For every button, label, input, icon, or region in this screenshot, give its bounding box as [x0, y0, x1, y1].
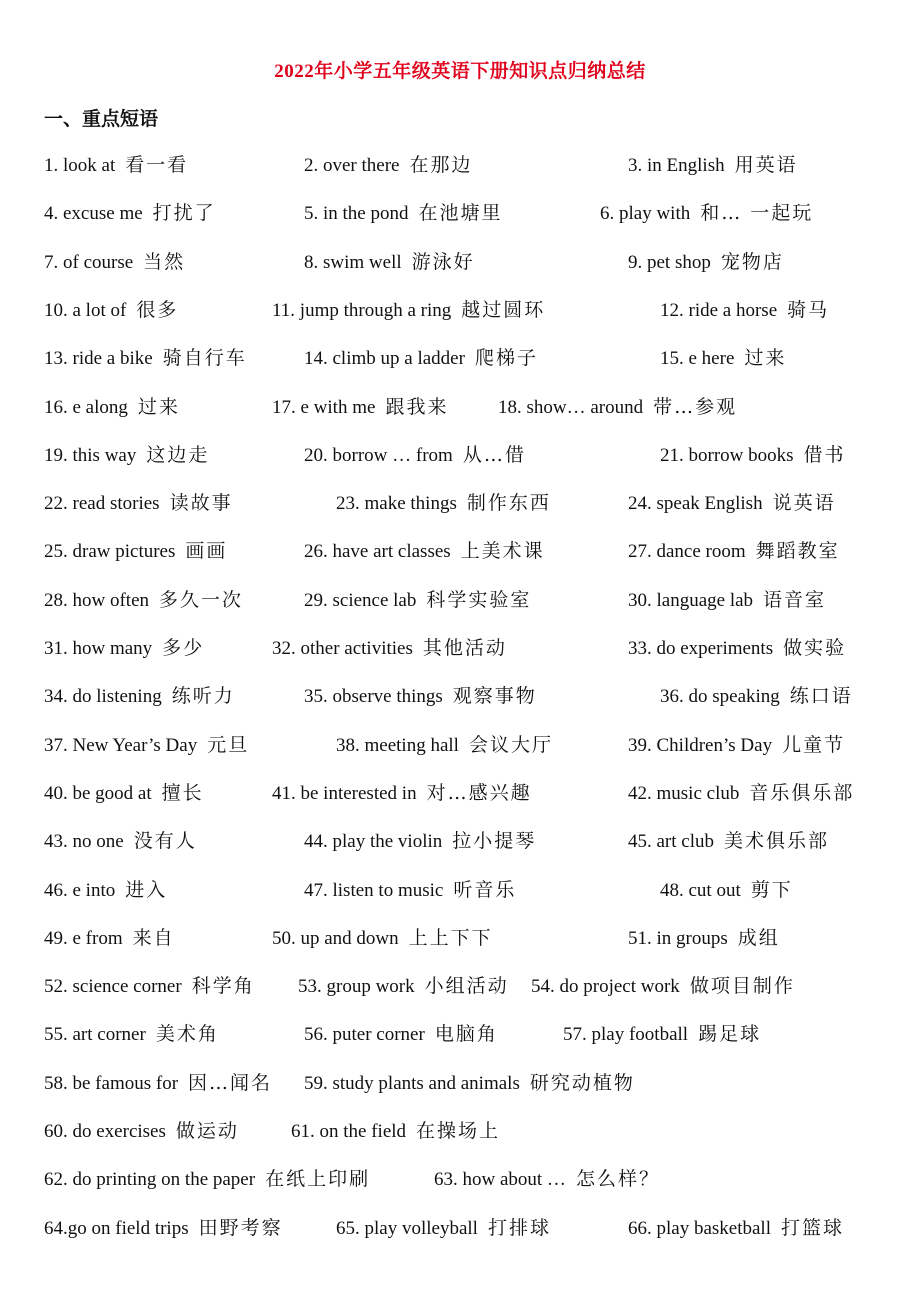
phrase-english: 48. cut out [660, 879, 741, 901]
phrase-chinese: 游泳好 [411, 250, 475, 273]
phrase-item [660, 343, 786, 374]
phrase-english: 30. language lab [628, 589, 754, 611]
phrase-item [304, 681, 537, 712]
phrase-item [628, 536, 840, 567]
phrase-chinese: 画画 [185, 540, 228, 563]
phrase-row [0, 633, 920, 663]
phrase-row [0, 923, 920, 953]
phrase-english: 22. read stories [44, 493, 160, 515]
phrase-english: 4. excuse me [44, 203, 143, 225]
phrase-english: 39. Children’s Day [628, 734, 773, 756]
phrase-chinese: 借书 [803, 443, 846, 466]
phrase-english: 60. do exercises [44, 1121, 166, 1142]
phrase-chinese: 在那边 [409, 154, 473, 176]
phrase-item [44, 923, 175, 954]
phrase-row [0, 198, 920, 228]
phrase-chinese: 在操场上 [416, 1120, 501, 1142]
phrase-chinese: 打排球 [487, 1216, 551, 1239]
phrase-chinese: 其他活动 [422, 637, 507, 659]
phrase-chinese: 来自 [132, 926, 175, 949]
phrase-item [336, 488, 551, 519]
phrase-chinese: 美术俱乐部 [724, 830, 830, 853]
phrase-item [44, 826, 197, 857]
phrase-english: 38. meeting hall [336, 734, 459, 756]
phrase-row [0, 295, 920, 325]
phrase-chinese: 骑马 [787, 298, 830, 321]
phrase-chinese: 做运动 [175, 1120, 239, 1142]
phrase-english: 53. group work [298, 976, 415, 998]
phrase-chinese: 爬梯子 [474, 347, 538, 370]
phrase-row [0, 247, 920, 277]
phrase-english: 21. borrow books [660, 444, 794, 466]
phrase-chinese: 美术角 [155, 1023, 219, 1046]
phrase-english: 19. this way [44, 444, 137, 466]
phrase-english: 15. e here [660, 348, 735, 370]
phrase-english: 27. dance room [628, 541, 746, 563]
phrase-item [304, 440, 526, 471]
phrase-chinese: 练口语 [789, 685, 853, 708]
phrase-row [0, 778, 920, 808]
phrase-chinese: 科学角 [191, 975, 255, 998]
phrase-chinese: 听音乐 [453, 878, 517, 901]
phrase-row [0, 681, 920, 711]
phrase-chinese: 剪下 [750, 878, 793, 901]
phrase-row [0, 150, 920, 180]
phrase-english: 41. be interested in [272, 782, 417, 804]
phrase-english: 16. e along [44, 396, 128, 418]
phrase-chinese: 越过圆环 [461, 298, 546, 321]
phrase-english: 24. speak English [628, 493, 763, 515]
phrase-item [628, 730, 845, 761]
phrase-item [44, 971, 255, 1002]
phrase-chinese: 练听力 [171, 685, 235, 708]
phrase-chinese: 擅长 [161, 781, 204, 804]
phrase-english: 23. make things [336, 493, 457, 515]
phrase-chinese: 看一看 [125, 154, 189, 176]
phrase-item [272, 633, 507, 664]
phrase-row [0, 392, 920, 422]
phrase-chinese: 没有人 [133, 830, 197, 853]
phrase-chinese: 制作东西 [466, 492, 551, 515]
phrase-english: 6. play with [600, 203, 691, 225]
phrase-item [304, 1068, 635, 1099]
phrase-item [660, 681, 853, 712]
phrase-english: 47. listen to music [304, 879, 444, 901]
phrase-english: 54. do project work [531, 976, 680, 998]
phrase-english: 65. play volleyball [336, 1217, 478, 1239]
phrase-english: 8. swim well [304, 251, 402, 273]
phrase-english: 25. draw pictures [44, 541, 176, 563]
phrase-chinese: 上上下下 [408, 926, 493, 949]
phrase-chinese: 宠物店 [720, 250, 784, 273]
phrase-chinese: 读故事 [169, 492, 233, 515]
phrase-english: 31. how many [44, 638, 153, 659]
phrase-chinese: 元旦 [207, 733, 250, 756]
phrase-item [434, 1164, 660, 1195]
phrase-english: 52. science corner [44, 976, 182, 998]
phrase-english: 33. do experiments [628, 638, 774, 659]
phrase-english: 34. do listening [44, 686, 162, 708]
phrase-english: 1. look at [44, 155, 116, 176]
phrase-item [44, 730, 249, 761]
phrase-chinese: 说英语 [772, 492, 836, 515]
phrase-item [304, 343, 538, 374]
phrase-item [44, 198, 216, 229]
phrase-english: 12. ride a horse [660, 299, 778, 321]
phrase-item [44, 488, 233, 519]
phrase-item [44, 681, 235, 712]
phrase-item [628, 585, 826, 616]
phrase-item [272, 778, 532, 809]
phrase-item [304, 247, 475, 278]
phrase-chinese: 研究动植物 [529, 1071, 635, 1094]
phrase-english: 3. in English [628, 155, 725, 176]
phrase-english: 28. how often [44, 589, 150, 611]
phrase-item [44, 1116, 239, 1147]
phrase-chinese: 踢足球 [698, 1023, 762, 1046]
phrase-row [0, 536, 920, 566]
phrase-row [0, 1068, 920, 1098]
phrase-chinese: 打扰了 [152, 202, 216, 225]
phrase-item [304, 198, 503, 229]
phrase-chinese: 多久一次 [159, 588, 244, 611]
phrase-english: 56. puter corner [304, 1024, 425, 1046]
phrase-item [628, 150, 798, 181]
phrase-item [44, 392, 180, 423]
phrase-chinese: 会议大厅 [468, 733, 553, 756]
phrase-english: 64.go on field trips [44, 1217, 189, 1239]
phrase-row [0, 585, 920, 615]
phrase-chinese: 音乐俱乐部 [749, 781, 855, 804]
section-heading: 一、重点短语 [44, 109, 159, 130]
phrase-row [0, 1116, 920, 1146]
phrase-item [336, 730, 553, 761]
phrase-chinese: 上美术课 [460, 540, 545, 563]
phrase-chinese: 跟我来 [385, 395, 449, 418]
document-title: 2022年小学五年级英语下册知识点归纳总结 [274, 61, 646, 82]
phrase-chinese: 拉小提琴 [452, 830, 537, 853]
phrase-english: 50. up and down [272, 927, 399, 949]
phrase-item [600, 198, 813, 229]
phrase-row [0, 826, 920, 856]
phrase-item [498, 392, 737, 423]
phrase-english: 5. in the pond [304, 203, 409, 225]
phrase-english: 62. do printing on the paper [44, 1169, 256, 1191]
phrase-chinese: 观察事物 [452, 685, 537, 708]
phrase-item [660, 295, 829, 326]
phrase-item [44, 247, 185, 278]
phrase-item [628, 247, 784, 278]
phrase-english: 35. observe things [304, 686, 443, 708]
phrase-row [0, 1019, 920, 1049]
phrase-english: 44. play the violin [304, 831, 443, 853]
phrase-chinese: 带…参观 [653, 395, 738, 418]
phrase-chinese: 对…感兴趣 [426, 781, 532, 804]
phrase-chinese: 语音室 [763, 588, 827, 611]
phrase-row [0, 440, 920, 470]
phrase-english: 57. play football [563, 1024, 689, 1046]
phrase-item [660, 875, 793, 906]
phrase-english: 37. New Year’s Day [44, 734, 198, 756]
phrase-chinese: 做项目制作 [689, 975, 795, 998]
phrase-item [298, 971, 509, 1002]
phrase-item [44, 150, 188, 181]
phrase-chinese: 儿童节 [782, 733, 846, 756]
phrase-chinese: 在池塘里 [418, 202, 503, 225]
phrase-item [304, 875, 516, 906]
phrase-item [44, 536, 227, 567]
phrase-row [0, 971, 920, 1001]
phrase-english: 40. be good at [44, 782, 152, 804]
phrase-english: 14. climb up a ladder [304, 348, 465, 370]
phrase-item [304, 150, 473, 181]
phrase-chinese: 做实验 [783, 637, 847, 659]
phrase-english: 29. science lab [304, 589, 417, 611]
phrase-english: 20. borrow … from [304, 444, 453, 466]
phrase-row [0, 730, 920, 760]
phrase-row [0, 488, 920, 518]
phrase-item [628, 488, 836, 519]
phrase-item [272, 295, 545, 326]
phrase-english: 59. study plants and animals [304, 1072, 520, 1094]
phrase-english: 51. in groups [628, 927, 728, 949]
phrase-chinese: 科学实验室 [426, 588, 532, 611]
phrase-item [44, 585, 243, 616]
phrase-chinese: 从…借 [462, 443, 526, 466]
phrase-english: 55. art corner [44, 1024, 146, 1046]
phrase-chinese: 电脑角 [434, 1023, 498, 1046]
phrase-item [291, 1116, 500, 1147]
phrase-item [531, 971, 795, 1002]
phrase-item [304, 536, 545, 567]
phrase-chinese: 田野考察 [198, 1216, 283, 1239]
phrase-chinese: 用英语 [734, 154, 798, 176]
phrase-chinese: 因…闻名 [188, 1071, 273, 1094]
phrase-english: 13. ride a bike [44, 348, 153, 370]
phrase-chinese: 进入 [125, 878, 168, 901]
phrase-item [628, 826, 829, 857]
phrase-english: 58. be famous for [44, 1072, 179, 1094]
phrase-chinese: 过来 [744, 347, 787, 370]
phrase-chinese: 这边走 [146, 443, 210, 466]
phrase-item [563, 1019, 761, 1050]
phrase-chinese: 多少 [162, 637, 205, 659]
phrase-item [44, 295, 178, 326]
phrase-english: 45. art club [628, 831, 715, 853]
phrase-item [304, 585, 531, 616]
phrase-english: 36. do speaking [660, 686, 780, 708]
phrase-item [44, 343, 247, 374]
phrase-chinese: 骑自行车 [162, 347, 247, 370]
phrase-item [44, 633, 204, 664]
phrase-item [336, 1213, 551, 1244]
phrase-item [44, 875, 167, 906]
phrase-item [272, 923, 493, 954]
phrase-item [44, 1213, 283, 1244]
phrase-item [628, 778, 854, 809]
phrase-chinese: 舞蹈教室 [755, 540, 840, 563]
phrase-row [0, 1213, 920, 1243]
phrase-item [44, 1019, 219, 1050]
phrase-chinese: 小组活动 [424, 975, 509, 998]
phrase-chinese: 当然 [143, 250, 186, 273]
phrase-english: 49. e from [44, 927, 123, 949]
phrase-item [628, 633, 846, 664]
phrase-english: 26. have art classes [304, 541, 451, 563]
phrase-chinese: 和… 一起玩 [700, 202, 814, 225]
phrase-chinese: 很多 [136, 298, 179, 321]
phrase-english: 61. on the field [291, 1121, 407, 1142]
phrase-item [272, 392, 448, 423]
phrase-row [0, 343, 920, 373]
phrase-english: 11. jump through a ring [272, 299, 452, 321]
phrase-english: 42. music club [628, 782, 740, 804]
phrase-english: 7. of course [44, 251, 134, 273]
phrase-item [44, 440, 209, 471]
phrase-item [304, 826, 536, 857]
phrase-english: 17. e with me [272, 396, 376, 418]
phrase-english: 63. how about … [434, 1169, 566, 1191]
phrase-item [304, 1019, 498, 1050]
phrase-chinese: 打篮球 [781, 1216, 845, 1239]
phrase-chinese: 怎么样？ [575, 1168, 660, 1191]
phrase-english: 18. show… around [498, 396, 644, 418]
phrase-item [628, 923, 780, 954]
phrase-english: 32. other activities [272, 638, 413, 659]
phrase-chinese: 成组 [737, 926, 780, 949]
phrase-item [44, 778, 204, 809]
phrase-english: 43. no one [44, 831, 124, 853]
phrase-item [660, 440, 846, 471]
phrase-row [0, 1164, 920, 1194]
phrase-english: 46. e into [44, 879, 116, 901]
phrase-chinese: 在纸上印刷 [265, 1168, 371, 1191]
phrase-item [44, 1068, 272, 1099]
phrase-chinese: 过来 [137, 395, 180, 418]
phrase-english: 66. play basketball [628, 1217, 771, 1239]
phrase-english: 10. a lot of [44, 299, 127, 321]
phrase-row [0, 875, 920, 905]
phrase-english: 2. over there [304, 155, 400, 176]
phrase-english: 9. pet shop [628, 251, 711, 273]
phrase-item [628, 1213, 844, 1244]
phrase-item [44, 1164, 370, 1195]
